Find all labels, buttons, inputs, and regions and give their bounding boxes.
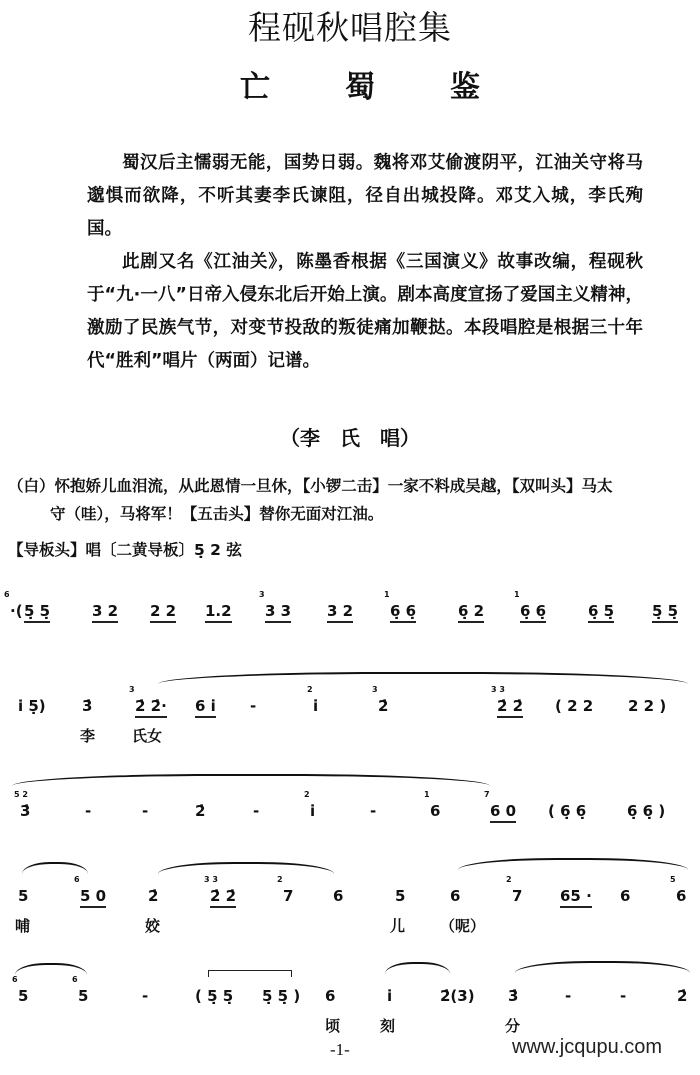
note-group [627,802,665,820]
grace-note: 3 3 [204,875,218,884]
note-group [195,697,216,715]
note-text: 6̣ 5̣ [588,602,614,623]
speech-line: （白）怀抱娇儿血泪流，从此恩情一旦休，【小锣二击】一家不料成吴越，【双叫头】马太 [8,477,613,495]
piece-title [240,62,480,106]
grace-note: 7 [484,790,490,799]
singer-heading: （李 氏 唱） [280,426,420,450]
note-group [458,602,484,620]
lyric: 哺 [15,917,31,935]
note-text: i̇ [387,987,393,1005]
note-text: 6 [450,887,461,905]
piece-title-char: 亡 [240,70,270,105]
grace-note: 5 [670,875,676,884]
note-text: 2 2 ) [628,697,667,715]
note-text: 2̇(3) [440,987,475,1005]
note-group [72,975,89,1005]
note-group [325,987,335,1005]
lyric: 分 [505,1017,521,1035]
grace-note: 6 [4,590,10,599]
note-group [491,685,524,715]
note-text: 5 [78,987,89,1005]
note-text: 6 [676,887,687,905]
note-text: ( 5̣ 5̣ [195,987,234,1005]
lyric: 氏女 [132,727,163,745]
note-text: - [253,802,260,820]
note-group [142,987,148,1005]
page-number: -1- [330,1040,350,1059]
note-group [508,987,518,1005]
piece-title-char: 蜀 [345,70,375,105]
note-group [333,887,343,905]
note-text: - [142,802,149,820]
note-group [372,685,389,715]
spoken-lines [8,472,693,528]
note-group [628,697,666,715]
grace-note: 1 [384,590,390,599]
note-group [387,987,392,1005]
note-text: i 5̣) [18,697,46,715]
note-text: 2̇ 2̇· [135,697,167,718]
note-text: 6̣ 2 [458,602,484,623]
note-text: 3 3 [265,602,291,623]
score-row [0,685,700,785]
lyric: （呢） [440,917,486,935]
grace-note: 2 [506,875,512,884]
note-group [565,987,571,1005]
intro-text [87,147,643,378]
note-group [677,987,687,1005]
note-group [259,590,292,620]
note-group [4,590,23,620]
note-text: - [250,697,257,715]
note-group [395,887,405,905]
lyric: 李 [80,727,96,745]
note-group [555,697,593,715]
note-text: 2̇ 2̇ [210,887,236,908]
note-text: i̇ [310,802,316,820]
lyric: 刻 [380,1017,396,1035]
note-group [18,697,46,715]
repeat-bracket [208,970,292,977]
grace-note: 1 [514,590,520,599]
note-group [620,887,630,905]
note-text: 6 [430,802,441,820]
note-text: ( 2 2 [555,697,594,715]
note-group [205,602,232,620]
lyric: 儿 [390,917,406,935]
note-group [195,987,233,1005]
intro-paragraph: 蜀汉后主懦弱无能，国势日弱。魏将邓艾偷渡阴平，江油关守将马邈惧而欲降，不听其妻李氏谏阻，径自出城投降。邓艾入城，李氏殉国。 [87,153,643,239]
note-text: - [142,987,149,1005]
note-group [250,697,256,715]
note-group [262,987,300,1005]
note-text: 5 0 [80,887,106,908]
note-text: 3 2 [92,602,118,623]
note-text: i̇ [313,697,319,715]
note-text: 5 [18,887,29,905]
note-text: 6̣ 6̣ ) [627,802,666,820]
note-group [253,802,259,820]
note-text: 1.2 [205,602,232,623]
lyric: 顷 [325,1017,341,1035]
grace-note: 1 [424,790,430,799]
note-group [18,887,28,905]
note-group [277,875,294,905]
intro-paragraph: 此剧又名《江油关》，陈墨香根据《三国演义》故事改编，程砚秋于“九·一八”日帝入侵东北后开始上演。剧本高度宣扬了爱国主义精神，激励了民族气节，对变节投敌的叛徒痛加鞭挞。本段唱腔是根据三十年代“胜利”唱片（两面）记谱。 [87,252,643,371]
speech-line: 守（哇），马将军！【五击头】替你无面对江油。 [50,505,384,523]
note-group [588,602,614,620]
note-group [14,790,31,820]
note-group [142,802,148,820]
note-group [307,685,319,715]
note-group [440,987,475,1005]
note-text: 3̇ [82,697,93,715]
note-text: 6 [620,887,631,905]
note-group [129,685,167,715]
note-group [548,802,586,820]
grace-note: 6 [74,875,80,884]
note-text: 7 [283,887,294,905]
note-group [506,875,523,905]
grace-note: 3 [372,685,378,694]
tempo-line: 【导板头】唱〔二黄导板〕5̣ 2 弦 [8,541,242,559]
note-text: 2̇ [148,887,159,905]
note-text: - [370,802,377,820]
piece-title-char: 鉴 [450,70,480,105]
note-group [12,975,29,1005]
note-text: 6 [333,887,344,905]
note-text: 5̣ 5̣ ) [262,987,301,1005]
note-group [370,802,376,820]
note-text: 2̇ 2̇ [497,697,523,718]
note-group [327,602,353,620]
note-text: 6 0 [490,802,516,823]
score-row [0,875,700,975]
note-text: 3 2 [327,602,353,623]
note-text: 3̇ [20,802,31,820]
note-text: 2̇ [378,697,389,715]
watermark: www.jcqupu.com [512,1036,663,1058]
note-group [150,602,176,620]
note-text: 6 i̇ [195,697,216,718]
grace-note: 2 [307,685,313,694]
grace-note: 6 [72,975,78,984]
note-text: - [85,802,92,820]
note-text: 2 2 [150,602,176,623]
grace-note: 5 2 [14,790,28,799]
note-text: - [620,987,627,1005]
note-text: 3̇ [508,987,519,1005]
note-text: 5̣ 5̣ [652,602,678,623]
note-text: 65 · [560,887,592,908]
note-group [514,590,547,620]
note-text: 6̣ 6̣ [390,602,416,623]
lyric: 姣 [145,917,161,935]
note-group [670,875,687,905]
note-group [74,875,107,905]
note-group [24,602,50,620]
note-text: 5 [18,987,29,1005]
grace-note: 6 [12,975,18,984]
grace-note: 3 [259,590,265,599]
note-text: 2̇ [677,987,688,1005]
note-group [92,602,118,620]
note-group [85,802,91,820]
note-group [424,790,441,820]
grace-note: 2 [304,790,310,799]
note-text: 5̣ 5̣ [24,602,50,623]
grace-note: 2 [277,875,283,884]
note-text: 5 [395,887,406,905]
grace-note: 3 [129,685,135,694]
note-group [620,987,626,1005]
note-group [450,887,460,905]
note-group [304,790,316,820]
note-group [195,802,205,820]
note-group [484,790,517,820]
note-group [148,887,158,905]
note-text: - [565,987,572,1005]
note-group [560,887,592,905]
note-group [82,697,92,715]
note-group [384,590,417,620]
note-group [204,875,237,905]
note-text: ( 6̣ 6̣ [548,802,587,820]
note-text: 2̇ [195,802,206,820]
note-text: ·( [10,602,23,620]
note-text: 6̣ 6̣ [520,602,546,623]
score-row [0,975,700,1075]
note-group [652,602,678,620]
note-text: 7 [512,887,523,905]
book-title: 程砚秋唱腔集 [248,8,452,47]
note-text: 6 [325,987,336,1005]
grace-note: 3 3 [491,685,505,694]
